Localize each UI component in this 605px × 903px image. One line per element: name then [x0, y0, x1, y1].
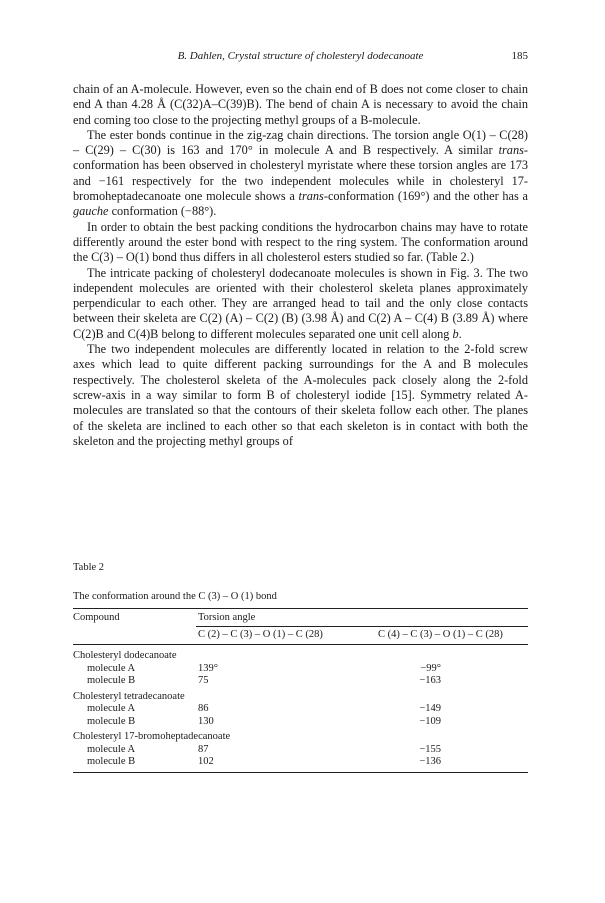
molecule-label: molecule B [87, 756, 136, 767]
table-group-row [73, 650, 528, 663]
page-number: 185 [511, 50, 528, 62]
molecule-label: molecule B [87, 715, 136, 727]
paragraph: The two independent molecules are differently located in relation to the 2-fold screw axes which lead to quite different packing surroundings for the A and B molecules respectively. The cholesterol skeleta of the A-molecules pack closely along the 2-fold screw-axis in a way similar to form B of cholesteryl iodide [15]. Symmetry related A-molecules are translated so that the contours of their skeleta follow each other. The planes of the skeleta are inclined to each other so that each skeleton is in contact with both the skeleton and the projecting methyl groups of [73, 342, 528, 448]
header-rule [73, 644, 528, 645]
table-row [73, 675, 528, 688]
header-col2: C (4) – C (3) – O (1) – C (28) [378, 629, 503, 640]
molecule-label: molecule A [87, 662, 136, 674]
running-title: B. Dahlen, Crystal structure of cholesteryl dodecanoate [177, 50, 424, 62]
table-row [73, 756, 528, 769]
torsion-c4-value: −99° [420, 662, 441, 674]
paragraph: The ester bonds continue in the zig-zag chain directions. The torsion angle O(1) – C(28) – C(29) – C(30) is 163 and 170° in molecule A and B respectively. A similar trans-conformation has been observed in cholesteryl myristate where these torsion angles are 173 and −161 respectively for the two independent molecules while in cholesteryl 17-bromoheptadecanoate one molecule shows a trans-conformation (169°) and the other has a gauche conformation (−88°). [73, 127, 528, 219]
torsion-c2-value: 130 [198, 715, 214, 727]
table-caption: The conformation around the C (3) – O (1) bond [73, 591, 277, 602]
header-col1: C (2) – C (3) – O (1) – C (28) [198, 629, 323, 640]
molecule-label: molecule A [87, 743, 136, 755]
torsion-c2-value: 139° [198, 662, 218, 674]
compound-name: Cholesteryl dodecanoate [73, 650, 177, 661]
table-group-row [73, 691, 528, 704]
torsion-c2-value: 86 [198, 703, 209, 714]
paragraph: In order to obtain the best packing conditions the hydrocarbon chains may have to rotate differently around the ester bond with respect to the ring system. The conformation around the C(3) – O(1) bond thus differs in all cholesterol esters studied so far. (Table 2.) [73, 219, 528, 265]
body-text [73, 82, 528, 449]
table-row [73, 744, 528, 757]
table-bottom-rule [73, 772, 528, 773]
header-torsion-angle: Torsion angle [198, 612, 256, 623]
torsion-c4-value: −155 [419, 743, 441, 755]
compound-name: Cholesteryl 17-bromoheptadecanoate [73, 731, 231, 742]
torsion-c4-value: −109 [419, 715, 441, 727]
molecule-label: molecule A [87, 703, 136, 714]
header-group-rule [196, 626, 528, 627]
torsion-c4-value: −149 [419, 703, 441, 714]
header-compound: Compound [73, 612, 120, 623]
table-label: Table 2 [73, 562, 105, 573]
table-row [73, 703, 528, 716]
torsion-c2-value: 75 [198, 675, 209, 686]
table-row [73, 716, 528, 729]
torsion-c2-value: 87 [198, 743, 209, 755]
torsion-c4-value: −136 [419, 756, 441, 767]
paragraph: The intricate packing of cholesteryl dodecanoate molecules is shown in Fig. 3. The two independent molecules are oriented with their cholesterol skeleta planes approximately perpendicular to each other. They are arranged head to tail and the only close contacts between their skeleta are C(2) (A) – C(2) (B) (3.98 Å) and C(2) A – C(4) B (3.89 Å) where C(2)B and C(4)B belong to different molecules separated one unit cell along b. [73, 265, 528, 341]
torsion-c4-value: −163 [419, 675, 441, 686]
torsion-c2-value: 102 [198, 756, 214, 767]
table-top-rule [73, 608, 528, 609]
compound-name: Cholesteryl tetradecanoate [73, 690, 185, 702]
table-row [73, 663, 528, 676]
paragraph: chain of an A-molecule. However, even so the chain end of B does not come closer to chain end A than 4.28 Å (C(32)A–C(39)B). The bend of chain A is necessary to avoid the chain end coming too close to the projecting methyl groups of a B-molecule. [73, 82, 528, 127]
table-group-row [73, 731, 528, 744]
molecule-label: molecule B [87, 675, 136, 686]
